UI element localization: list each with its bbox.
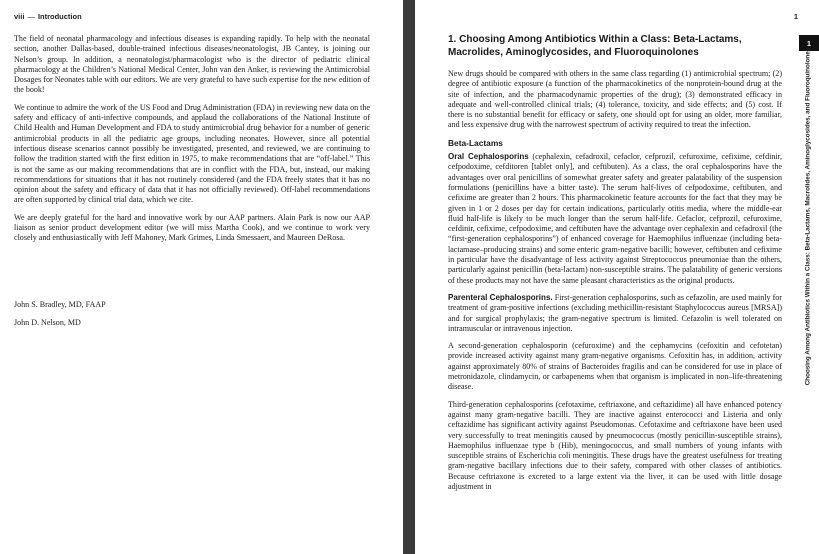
right-page: [415, 0, 819, 554]
intro-paragraph-3: We are deeply grateful for the hard and innovative work by our AAP partners. Alain Park is now our AAP liaison as senior product development editor (we will miss Martha Cook), and we continue to work very closely and enthusiastically with Jeff Mahoney, Mark Grimes, Linda Smessaert, and Maureen DeRosa.: [14, 212, 370, 243]
chapter-intro-paragraph: New drugs should be compared with others in the same class regarding (1) antimicrobial spectrum; (2) degree of antibiotic exposure (a function of the pharmacokinetics of the nonprotein-bound drug at the site of infection, and the pharmacodynamic properties of the drug); (3) demonstrated efficacy in adequate and well-controlled clinical trials; (4) tolerance, toxicity, and side effects; and (5) cost. If there is no substantial benefit for efficacy or safety, one should opt for using an older, more familiar, and less expensive drug with the narrowest spectrum of activity required to treat the infection.: [448, 69, 782, 130]
left-section-title: Introduction: [37, 12, 82, 21]
left-page-number: viii: [14, 12, 25, 21]
chapter-number-tab: 1: [799, 35, 819, 51]
second-generation-paragraph: A second-generation cephalosporin (cefuroxime) and the cephamycins (cefoxitin and cefotetan) provide increased activity against many gram-negative organisms. Cefoxitin has, in addition, activity against approximately 80% of strains of Bacteroides fragilis and can be considered for use in place of metronidazole, clindamycin, or carbapenems when that organism is implicated in non–life-threatening disease.: [448, 341, 782, 392]
right-page-number: 1: [793, 12, 798, 21]
chapter-body: [448, 69, 782, 499]
parenteral-cephalosporins-text: First-generation cephalosporins, such as cefazolin, are used mainly for treatment of gram-positive infections (excluding methicillin-resistant Staphylococcus aureus [MRSA]) and for surgical prophylaxis; the gram-negative spectrum is limited. Cefazolin is well tolerated on intramuscular or intravenous injection.: [448, 292, 782, 333]
signature-nelson: John D. Nelson, MD: [14, 318, 81, 328]
signature-block: [14, 300, 370, 329]
book-gutter: [403, 0, 415, 554]
oral-cephalosporins-text: (cephalexin, cefadroxil, cefaclor, cefprozil, cefuroxime, cefixime, cefdinir, cefpodoxime, cefditoren [tablet only], and ceftibuten). As a class, the oral cephalosporins have the advantages over oral penicillins of somewhat greater safety and greater palatability of the suspension formulations (penicillins have a bitter taste). The serum half-lives of cefpodoxime, ceftibuten, and cefixime are greater than 2 hours. This pharmacokinetic feature accounts for the fact that they may be given in 1 or 2 doses per day for certain indications, particularly otitis media, where the middle-ear fluid half-life is likely to be much longer than the serum half-life. Cefaclor, cefprozil, cefuroxime, cefdinir, cefixime, cefpodoxime, and ceftibuten have the advantage over cephalexin and cefadroxil (the “first-generation cephalosporins”) of enhanced coverage for Haemophilus influenzae (including beta-lactamase–producing strains) and some enteric gram-negative bacilli; however, ceftibuten and cefixime in particular have the disadvantage of less activity against Streptococcus pneumoniae than the others, particularly against penicillin (beta-lactam) non-susceptible strains. The palatability of generic versions of these products may not have the same pleasant characteristics as the original products.: [448, 152, 782, 285]
intro-paragraph-2: We continue to admire the work of the US Food and Drug Administration (FDA) in reviewing new data on the safety and efficacy of anti-infective compounds, and applaud the collaborations of the National Institute of Child Health and Human Development and FDA to study antimicrobial drug behavior for a number of generic antimicrobial products in all the pediatric age groups, including neonates. However, since all potential infectious disease scenarios cannot possibly be investigated, presented, and reviewed, we are continuing to follow the tradition started with the first edition in 1975, to make recommendations that are “off-label.” This is not the same as our making recommendations that are in conflict with the FDA, but, instead, our making recommendations for situations that it has not routinely considered (and the FDA freely states that it has no opinion about the safety and efficacy of data that it has not officially reviewed). Off-label recommendations are often supported by clinical trial data, which we cite.: [14, 102, 370, 205]
chapter-title: 1. Choosing Among Antibiotics Within a Class: Beta-Lactams, Macrolides, Aminoglycosides, and Fluoroquinolones: [448, 34, 742, 58]
section-heading-beta-lactams: Beta-Lactams: [448, 137, 503, 148]
left-running-header: viii — Introduction: [14, 12, 82, 21]
oral-cephalosporins-paragraph: [448, 152, 782, 286]
parenteral-cephalosporins-paragraph: [448, 293, 782, 334]
left-page: [0, 0, 403, 554]
vertical-running-head: [797, 47, 819, 385]
vertical-running-head-text: Choosing Among Antibiotics Within a Class: Beta-Lactams, Macrolides, Aminoglycosides, and Fluoroquinolones: [804, 47, 812, 385]
third-generation-paragraph: Third-generation cephalosporins (cefotaxime, ceftriaxone, and ceftazidime) all have enhanced potency against many gram-negative bacilli. They are inactive against enterococci and Listeria and only ceftazidime has significant activity against Pseudomonas. Cefotaxime and ceftriaxone have been used very successfully to treat meningitis caused by pneumococcus (mostly penicillin-susceptible strains), Haemophilus influenzae type b (Hib), meningococcus, and small numbers of young infants with susceptible strains of Escherichia coli meningitis. These drugs have the greatest usefulness for treating gram-negative bacillary infections due to their safety, compared with other classes of antibiotics. Because ceftriaxone is excreted to a large extent via the liver, it can be used with little dosage adjustment in: [448, 399, 782, 491]
oral-cephalosporins-heading: Oral Cephalosporins: [448, 152, 529, 162]
parenteral-cephalosporins-heading: Parenteral Cephalosporins.: [448, 292, 553, 302]
signature-bradley: John S. Bradley, MD, FAAP: [14, 300, 106, 309]
introduction-body: [14, 34, 370, 251]
intro-paragraph-1: The field of neonatal pharmacology and infectious diseases is expanding rapidly. To help with the neonatal section, another Dallas-based, double-trained infectious diseases/neonatologist, JB Cantey, is joining our Nelson’s group. In addition, a neonatologist/pharmacologist who is the director of pediatric clinical pharmacology at the Children’s National Medical Center, John van den Anker, is reviewing the Antimicrobial Dosages for Neonates table with our editors. We are very grateful to have such expertise for the new edition of the book!: [14, 34, 370, 95]
